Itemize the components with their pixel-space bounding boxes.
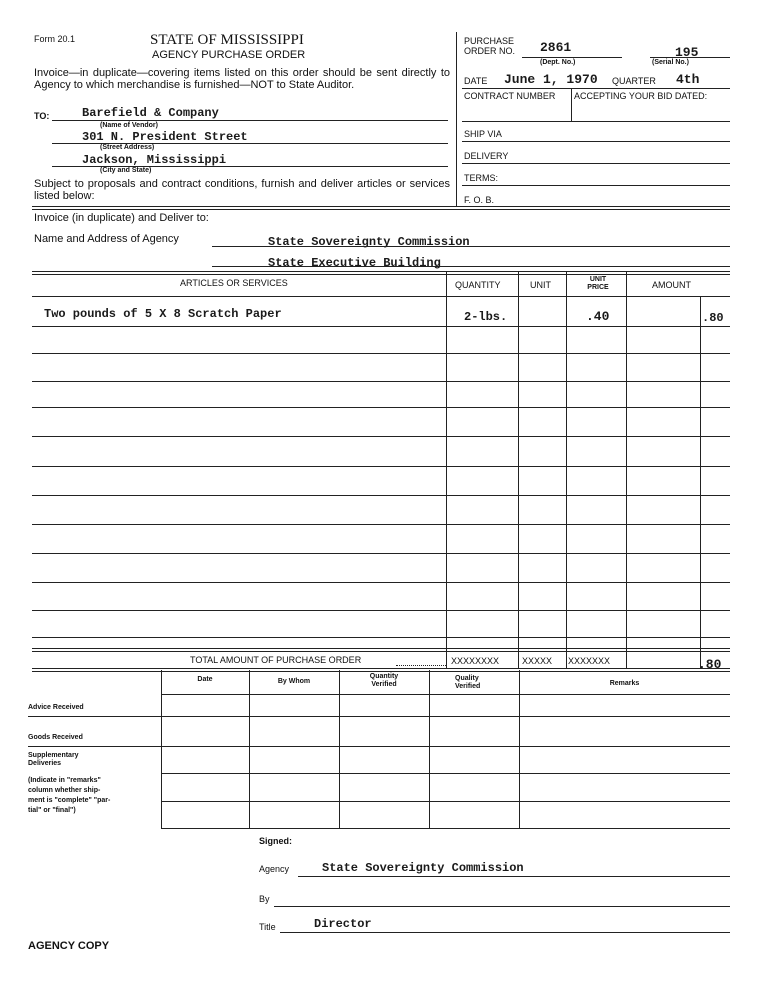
- accepting-bid-label: ACCEPTING YOUR BID DATED:: [574, 91, 708, 101]
- vendor-street-caption: (Street Address): [100, 144, 155, 151]
- sig-title-label: Title: [259, 922, 276, 932]
- receipt-date-header: Date: [197, 676, 213, 683]
- vendor-name: Barefield & Company: [82, 106, 219, 120]
- dept-no-value: 2861: [540, 40, 572, 55]
- vendor-city: Jackson, Mississippi: [82, 153, 227, 167]
- sig-title-value: Director: [314, 917, 372, 931]
- articles-header: ARTICLES OR SERVICES: [180, 278, 288, 288]
- delivery-label: DELIVERY: [464, 151, 509, 161]
- total-unit-x: XXXXX: [522, 656, 553, 666]
- po-label-2: ORDER NO.: [464, 46, 516, 56]
- sig-by-label: By: [259, 894, 270, 904]
- vendor-city-caption: (City and State): [100, 167, 152, 174]
- terms-label: TERMS:: [464, 173, 499, 183]
- total-quantity-x: XXXXXXXX: [451, 656, 500, 666]
- receipt-quality-verified-header: Quality Verified: [455, 675, 481, 690]
- receipt-remarks-header: Remarks: [609, 680, 640, 687]
- quantity-header: QUANTITY: [455, 280, 501, 290]
- quarter-label: QUARTER: [612, 76, 656, 86]
- date-label: DATE: [464, 76, 488, 86]
- sig-agency-value: State Sovereignty Commission: [322, 861, 524, 875]
- dept-no-caption: (Dept. No.): [540, 59, 576, 66]
- fob-label: F. O. B.: [464, 195, 495, 205]
- row-supplementary-deliveries: Supplementary Deliveries: [28, 752, 79, 767]
- agency-address: State Executive Building: [268, 256, 441, 270]
- row-goods-received: Goods Received: [28, 734, 83, 741]
- form-title: STATE OF MISSISSIPPI: [150, 32, 304, 48]
- serial-no-caption: (Serial No.): [652, 59, 689, 66]
- sig-agency-label: Agency: [259, 864, 290, 874]
- row-advice-received: Advice Received: [28, 704, 84, 711]
- serial-no-value: 195: [675, 45, 699, 60]
- header-divider: [456, 32, 457, 207]
- subject-text: Subject to proposals and contract conditions, furnish and deliver articles or services listed below:: [34, 178, 450, 202]
- item-amount: .80: [702, 311, 724, 325]
- date-value: June 1, 1970: [504, 72, 598, 87]
- item-article: Two pounds of 5 X 8 Scratch Paper: [44, 307, 282, 321]
- amount-header: AMOUNT: [652, 280, 691, 290]
- signed-label: Signed:: [259, 836, 292, 846]
- vendor-name-caption: (Name of Vendor): [100, 122, 158, 129]
- form-number: Form 20.1: [34, 34, 76, 44]
- receipt-by-whom-header: By Whom: [277, 678, 311, 685]
- instructions: Invoice—in duplicate—covering items listed on this order should be sent directly to Agency to which merchandise is furnished—NOT to State Auditor.: [34, 67, 450, 91]
- unit-price-header: UNIT PRICE: [587, 276, 609, 291]
- receipt-quantity-verified-header: Quantity Verified: [369, 673, 399, 688]
- total-amount: .80: [698, 657, 722, 672]
- item-quantity: 2-lbs.: [464, 310, 508, 324]
- quarter-value: 4th: [676, 72, 700, 87]
- total-unit-price-x: XXXXXXX: [568, 656, 611, 666]
- remarks-note: (Indicate in "remarks" column whether ship- ment is "complete" "par- tial" or "final"): [28, 777, 111, 814]
- agency-address-label: Name and Address of Agency: [34, 233, 179, 245]
- invoice-deliver-label: Invoice (in duplicate) and Deliver to:: [34, 212, 209, 224]
- item-unit-price: .40: [586, 309, 610, 324]
- agency-name: State Sovereignty Commission: [268, 235, 470, 249]
- to-label: TO:: [34, 111, 50, 121]
- agency-copy-label: AGENCY COPY: [28, 940, 110, 952]
- vendor-street: 301 N. President Street: [82, 130, 248, 144]
- total-label: TOTAL AMOUNT OF PURCHASE ORDER: [190, 655, 362, 665]
- unit-header: UNIT: [530, 280, 551, 290]
- form-subtitle: AGENCY PURCHASE ORDER: [152, 49, 306, 61]
- ship-via-label: SHIP VIA: [464, 129, 502, 139]
- po-label-1: PURCHASE: [464, 36, 515, 46]
- contract-number-label: CONTRACT NUMBER: [464, 91, 556, 101]
